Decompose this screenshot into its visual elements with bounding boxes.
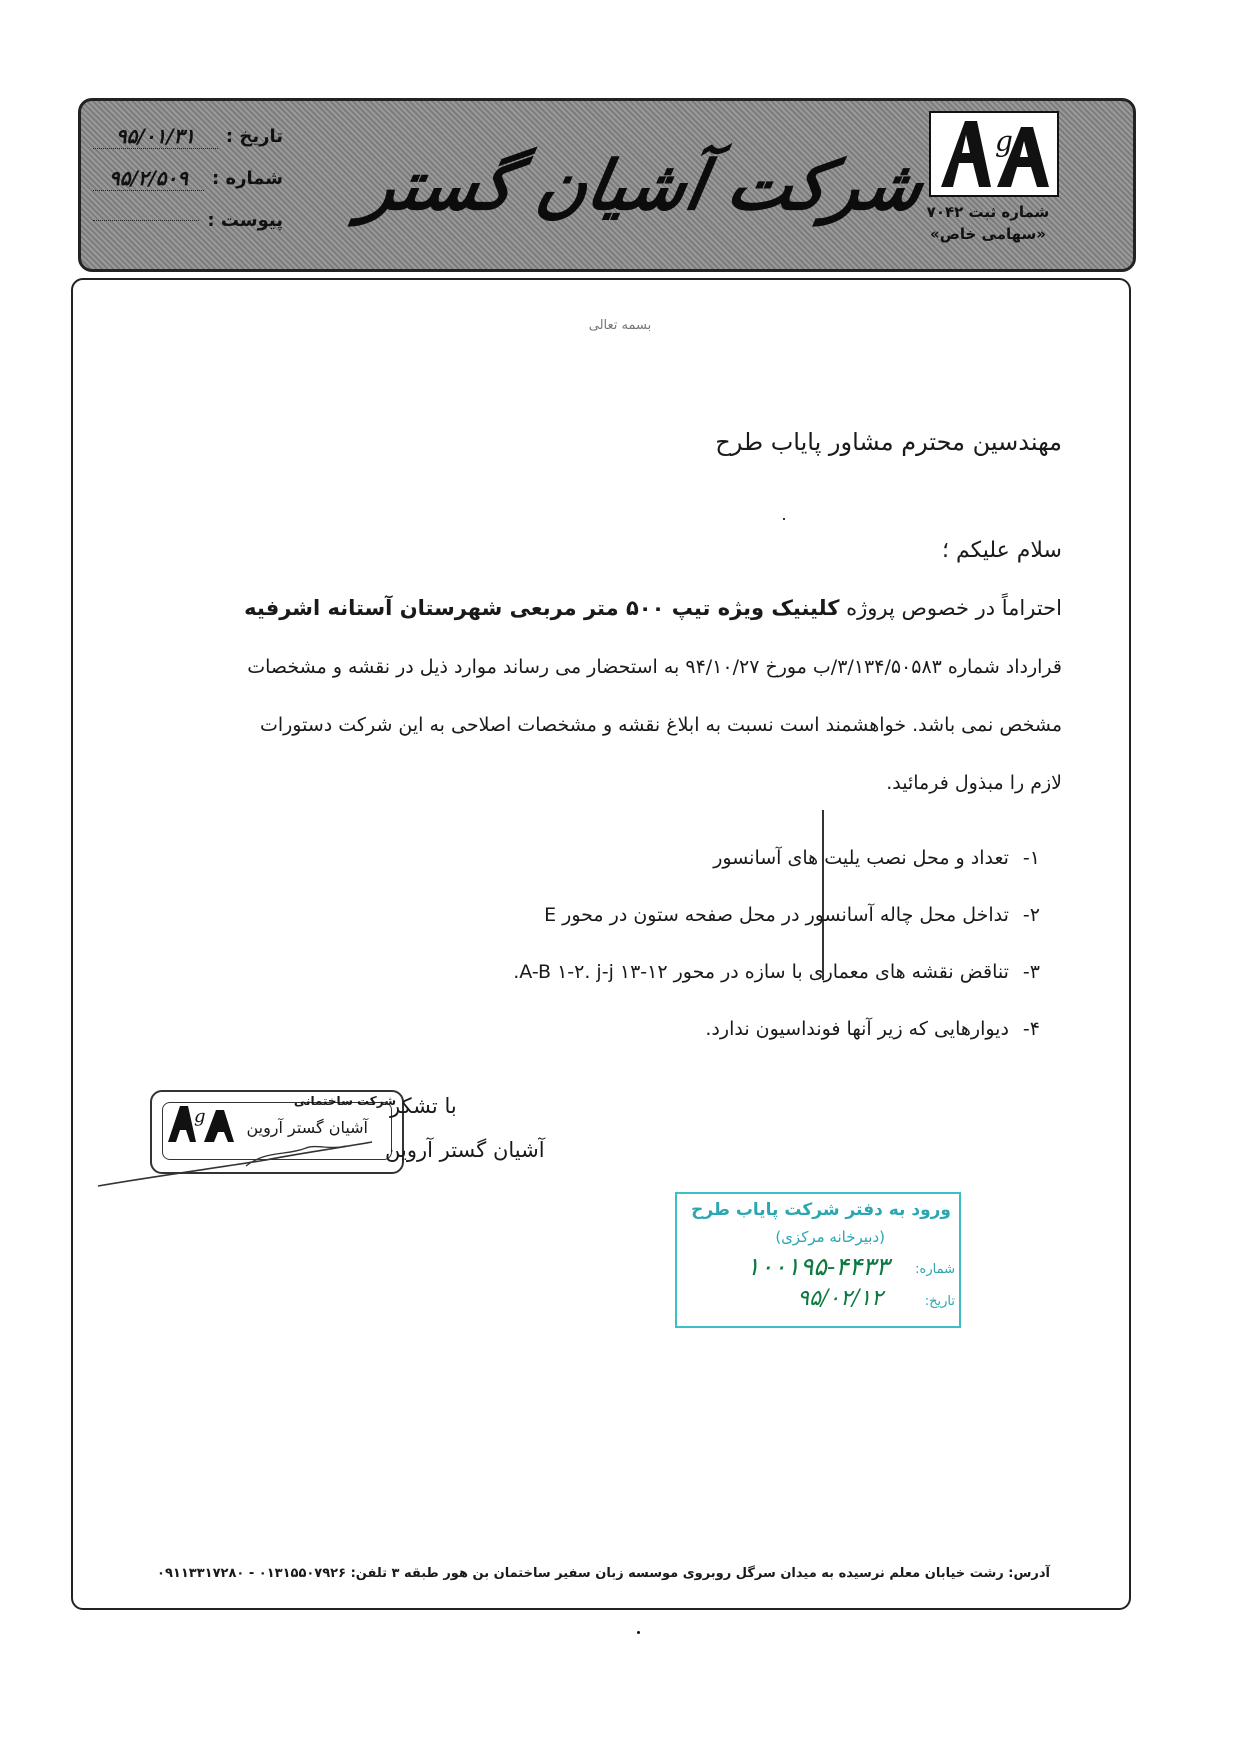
paragraph-line-3: مشخص نمی باشد. خواهشمند است نسبت به ابلاغ نقشه و مشخصات اصلاحی به این شرکت دستورات: [259, 714, 1062, 736]
received-stamp-subtitle: (دبیرخانه مرکزی): [775, 1228, 885, 1246]
date-value: ۹۵/۰۱/۳۱: [93, 124, 218, 149]
received-stamp-title: ورود به دفتر شرکت پایاب طرح: [691, 1200, 951, 1220]
letter-body-frame: [71, 278, 1131, 1610]
svg-text:g: g: [995, 125, 1013, 158]
paragraph-start: احتراماً در خصوص پروژه: [846, 596, 1062, 620]
scan-speck: [637, 1631, 640, 1634]
item-text: تداخل محل چاله آسانسور در محل صفحه ستون در محور E: [544, 904, 1009, 926]
attachment-value: [93, 220, 199, 221]
list-item: [705, 1018, 1040, 1040]
company-type: «سهامی خاص»: [930, 225, 1046, 243]
letter-meta: [93, 115, 283, 241]
list-item: [513, 961, 1040, 983]
received-date-value: ۹۵/۰۲/۱۲: [797, 1286, 883, 1311]
company-name: [331, 121, 931, 251]
registration-number: شماره ثبت ۷۰۴۲: [926, 203, 1050, 221]
paragraph-line-4: لازم را مبذول فرمائید.: [886, 772, 1062, 794]
item-text: تناقض نقشه های معماری با سازه در محور A-B ۱-۲. j-j ۱۳-۱۲.: [513, 961, 1009, 983]
item-number: ۱-: [1022, 847, 1040, 869]
received-number-value: ۱۰۰۱۹۵-۴۴۳۳: [746, 1252, 889, 1281]
footer-address: آدرس: رشت خیابان معلم نرسیده به میدان سرگل روبروی موسسه زبان سفیر ساختمان بن هور طبقه ۳ تلفن: ۰۱۳۱۵۵۰۷۹۲۶ - ۰۹۱۱۳۳۱۷۲۸۰: [157, 1566, 1050, 1581]
paragraph-line-2: قرارداد شماره ۳/۱۳۴/۵۰۵۸۳/ب مورخ ۹۴/۱۰/۲۷ به استحضار می رساند موارد ذیل در نقشه و مشخصات: [247, 656, 1062, 678]
number-row: [93, 157, 283, 199]
signature-thanks: با تشکر: [390, 1094, 457, 1118]
stamp-company-name: آشیان گستر آروین: [246, 1118, 368, 1137]
list-item: [544, 904, 1040, 926]
letterhead-header: [78, 98, 1136, 272]
item-number: ۳-: [1022, 961, 1040, 983]
received-number-label: شماره:: [915, 1262, 955, 1277]
scan-speck: [783, 518, 785, 520]
item-number: ۴-: [1022, 1018, 1040, 1040]
signature-company: آشیان گستر آروین: [385, 1138, 545, 1162]
stamp-top-text: شرکت ساختمانی: [293, 1094, 396, 1108]
paragraph-line-1: [244, 596, 1062, 620]
attachment-label: پیوست :: [207, 209, 283, 231]
received-date-label: تاریخ:: [924, 1294, 955, 1309]
pen-mark: [822, 810, 824, 980]
project-name: کلینیک ویژه تیپ ۵۰۰ متر مربعی شهرستان آستانه اشرفیه: [244, 596, 840, 620]
company-name-text: شرکت آشیان گستر: [355, 146, 930, 226]
bismillah: بسمه تعالی: [588, 318, 652, 333]
date-label: تاریخ :: [225, 125, 283, 147]
list-item: [713, 847, 1040, 869]
greeting: سلام علیکم ؛: [941, 538, 1062, 563]
number-label: شماره :: [212, 167, 283, 189]
item-text: تعداد و محل نصب یلیت های آسانسور: [713, 847, 1009, 869]
attachment-row: [93, 199, 283, 241]
date-row: [93, 115, 283, 157]
item-number: ۲-: [1022, 904, 1040, 926]
received-stamp: [675, 1192, 961, 1328]
addressee: مهندسین محترم مشاور پایاب طرح: [715, 428, 1062, 456]
svg-text:g: g: [194, 1106, 206, 1127]
number-value: ۹۵/۲/۵۰۹: [93, 166, 204, 191]
signature-icon: [96, 1120, 376, 1190]
item-text: دیوارهایی که زیر آنها فونداسیون ندارد.: [705, 1018, 1009, 1040]
